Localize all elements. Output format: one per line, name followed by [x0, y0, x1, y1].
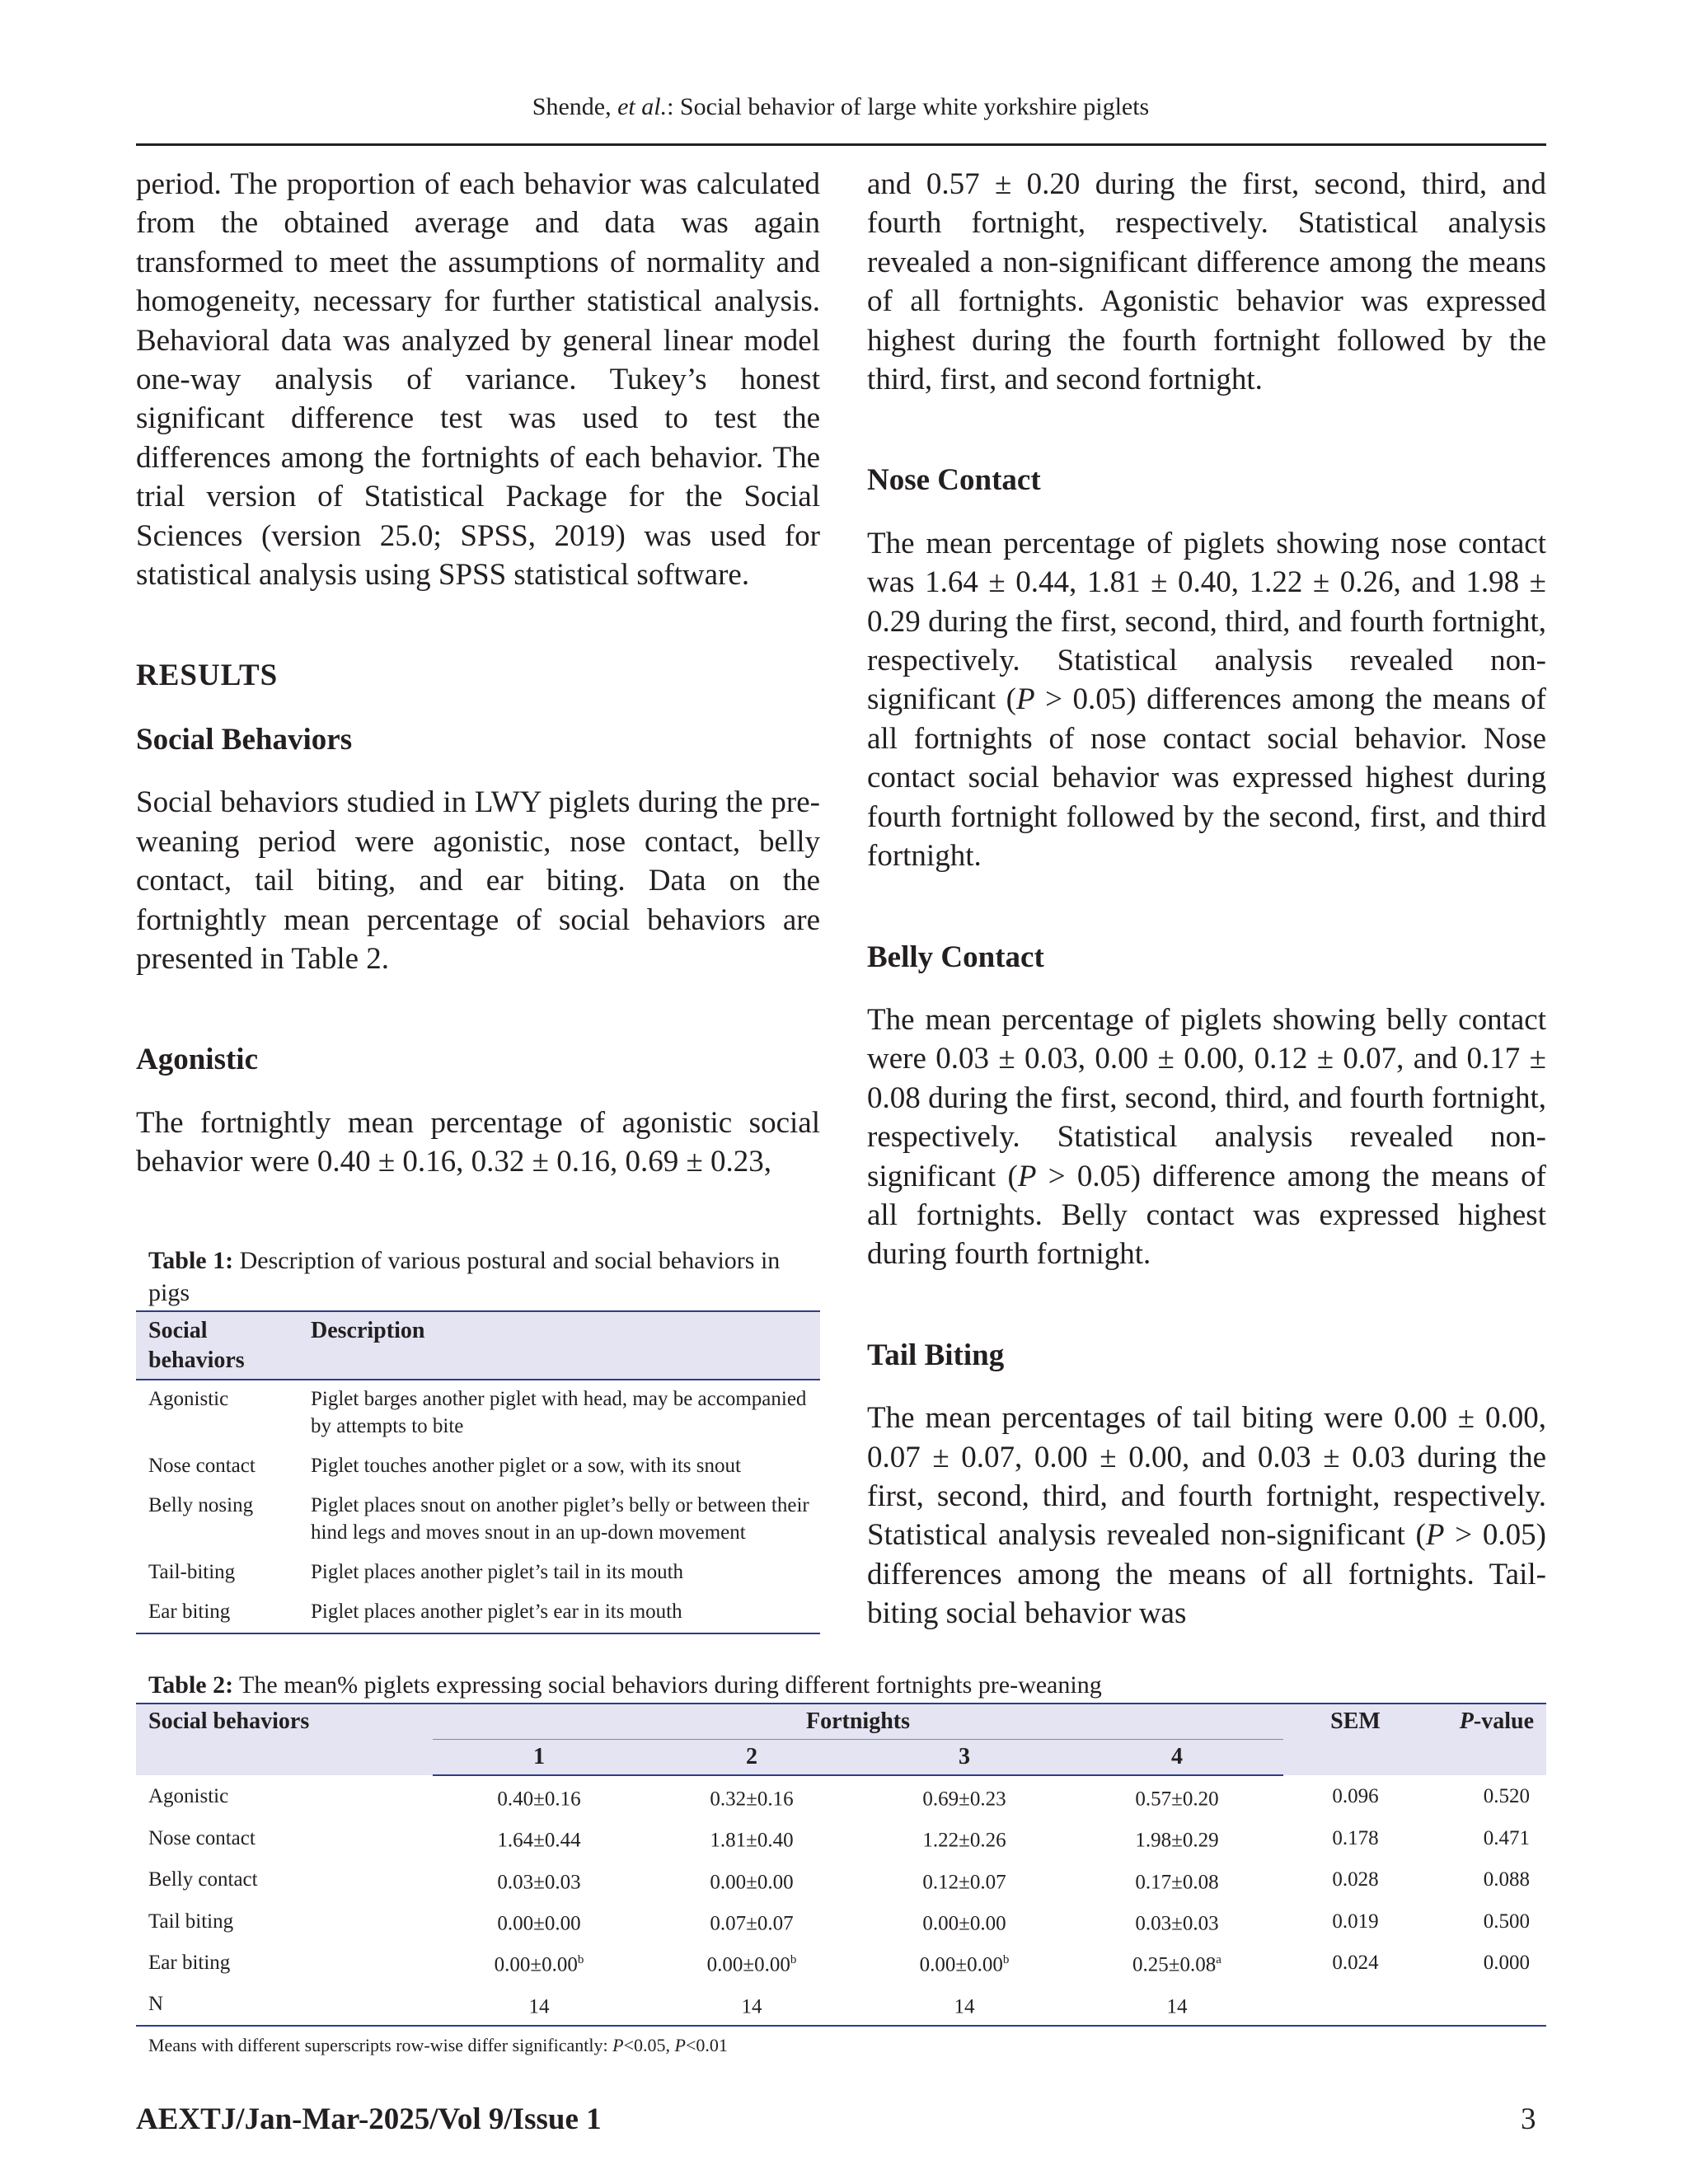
- table-row: Agonistic Piglet barges another piglet with head, may be accompanied by attempts to bite: [148, 1388, 807, 1437]
- table-row: Belly contact 0.03±0.03 0.00±0.00 0.12±0.07 0.17±0.08 0.028 0.088: [148, 1868, 1530, 1893]
- agonistic-heading: Agonistic: [136, 1043, 258, 1077]
- running-header: Shende, et al.: Social behavior of large white yorkshire piglets: [532, 93, 1150, 120]
- table-2-caption: Table 2: The mean% piglets expressing social behaviors during different fortnights pre-weaning: [148, 1671, 1102, 1699]
- table-1-header: Description: [298, 1311, 820, 1380]
- left-column: [136, 165, 820, 1182]
- social-behaviors-paragraph: Social behaviors studied in LWY piglets during the pre-weaning period were agonistic, nose contact, belly contact, tail biting, and ear biting. Data on the fortnightly mean percentage of social behaviors are presented in Table 2.: [136, 785, 820, 976]
- table-row: Agonistic 0.40±0.16 0.32±0.16 0.69±0.23 0.57±0.20 0.096 0.520: [148, 1785, 1530, 1811]
- table-row: Ear biting 0.00±0.00$^b$ 0.00±0.00$^b$ 0.00±0.00$^b$ 0.25±0.08$^a$ 0.024 0.000: [148, 1951, 1530, 1976]
- footer-journal: AEXTJ/Jan-Mar-2025/Vol 9/Issue 1: [136, 2102, 602, 2136]
- table-2-footnote: Means with different superscripts row-wise differ significantly: P<0.05, P<0.01: [148, 2034, 728, 2055]
- table-row: Tail-biting Piglet places another piglet’s tail in its mouth: [148, 1561, 684, 1583]
- table-2-fortnight-header: 3: [858, 1740, 1071, 1776]
- table-2-fortnight-header: 1: [433, 1740, 645, 1776]
- nose-contact-heading: Nose Contact: [867, 463, 1041, 498]
- table-2-grid: [136, 1703, 1546, 2027]
- table-2-header-p-value: P-value: [1428, 1704, 1546, 1775]
- table-2: [136, 1669, 1546, 2058]
- tail-biting-paragraph: The mean percentages of tail biting were 0.00 ± 0.00, 0.07 ± 0.07, 0.00 ± 0.00, and 0.03 ± 0.03 during the first, second, third, and fourth fortnight, respectively. Statistical analysis revealed non-significant (P > 0.05) differences among the means of all fortnights. Tail-biting social behavior was: [867, 1401, 1546, 1631]
- tail-biting-heading: Tail Biting: [867, 1338, 1005, 1372]
- table-2-header-fortnights: Fortnights: [433, 1704, 1283, 1740]
- header-rule: [136, 143, 1546, 146]
- table-2-header-sem: SEM: [1283, 1704, 1428, 1775]
- page-number: 3: [1521, 2102, 1536, 2136]
- nose-contact-paragraph: The mean percentage of piglets showing nose contact was 1.64 ± 0.44, 1.81 ± 0.40, 1.22 ± 0.26, and 1.98 ± 0.29 during the first, second, third, and fourth fortnight, respectively. Statistical analysis revealed non-significant (P > 0.05) differences among the means of all fortnights of nose contact social behavior. Nose contact social behavior was expressed highest during fourth fortnight followed by the second, first, and third fortnight.: [867, 526, 1546, 874]
- table-2-header-behaviors: Social behaviors: [136, 1704, 433, 1775]
- table-row: Belly nosing Piglet places snout on another piglet’s belly or between their hind legs and moves snout in an up-down movement: [148, 1494, 809, 1544]
- belly-contact-heading: Belly Contact: [867, 940, 1044, 974]
- table-row: Nose contact 1.64±0.44 1.81±0.40 1.22±0.26 1.98±0.29 0.178 0.471: [148, 1826, 1530, 1852]
- table-1-header: Social behaviors: [136, 1311, 298, 1380]
- table-row: Tail biting 0.00±0.00 0.07±0.07 0.00±0.00 0.03±0.03 0.019 0.500: [148, 1910, 1530, 1935]
- table-1-caption: Table 1: Description of various postural and social behaviors in pigs: [148, 1247, 781, 1306]
- results-heading: RESULTS: [136, 658, 279, 693]
- belly-contact-paragraph: The mean percentage of piglets showing belly contact were 0.03 ± 0.03, 0.00 ± 0.00, 0.12 ± 0.07, and 0.17 ± 0.08 during the first, second, third, and fourth fortnight, respectively. Statistical analysis revealed non-significant (P > 0.05) difference among the means of all fortnights. Belly contact was expressed highest during fourth fortnight.: [867, 1002, 1546, 1272]
- table-row: Nose contact Piglet touches another piglet or a sow, with its snout: [148, 1455, 741, 1477]
- table-2-fortnight-header: 4: [1071, 1740, 1283, 1776]
- table-row: N 14 14 14 14: [136, 1984, 1546, 2026]
- agonistic-paragraph: The fortnightly mean percentage of agonistic social behavior were 0.40 ± 0.16, 0.32 ± 0.16, 0.69 ± 0.23,: [136, 1105, 820, 1179]
- table-1-grid: [136, 1310, 820, 1634]
- table-row: Ear biting Piglet places another piglet’s ear in its mouth: [136, 1593, 820, 1633]
- methods-paragraph: period. The proportion of each behavior was calculated from the obtained average and data was again transformed to meet the assumptions of normality and homogeneity, necessary for further statistical analysis. Behavioral data was analyzed by general linear model one-way analysis of variance. Tukey’s honest significant difference test was used to test the differences among the fortnights of each behavior. The trial version of Statistical Package for the Social Sciences (version 25.0; SPSS, 2019) was used for statistical analysis using SPSS statistical software.: [136, 167, 820, 593]
- table-1: [136, 1244, 820, 1634]
- social-behaviors-heading: Social Behaviors: [136, 722, 353, 757]
- right-column: [867, 165, 1546, 1633]
- agonistic-continued-paragraph: and 0.57 ± 0.20 during the first, second, third, and fourth fortnight, respectively. Statistical analysis revealed a non-significant difference among the means of all fortnights. Agonistic behavior was expressed highest during the fourth fortnight followed by the third, first, and second fortnight.: [867, 167, 1546, 397]
- table-2-fortnight-header: 2: [645, 1740, 858, 1776]
